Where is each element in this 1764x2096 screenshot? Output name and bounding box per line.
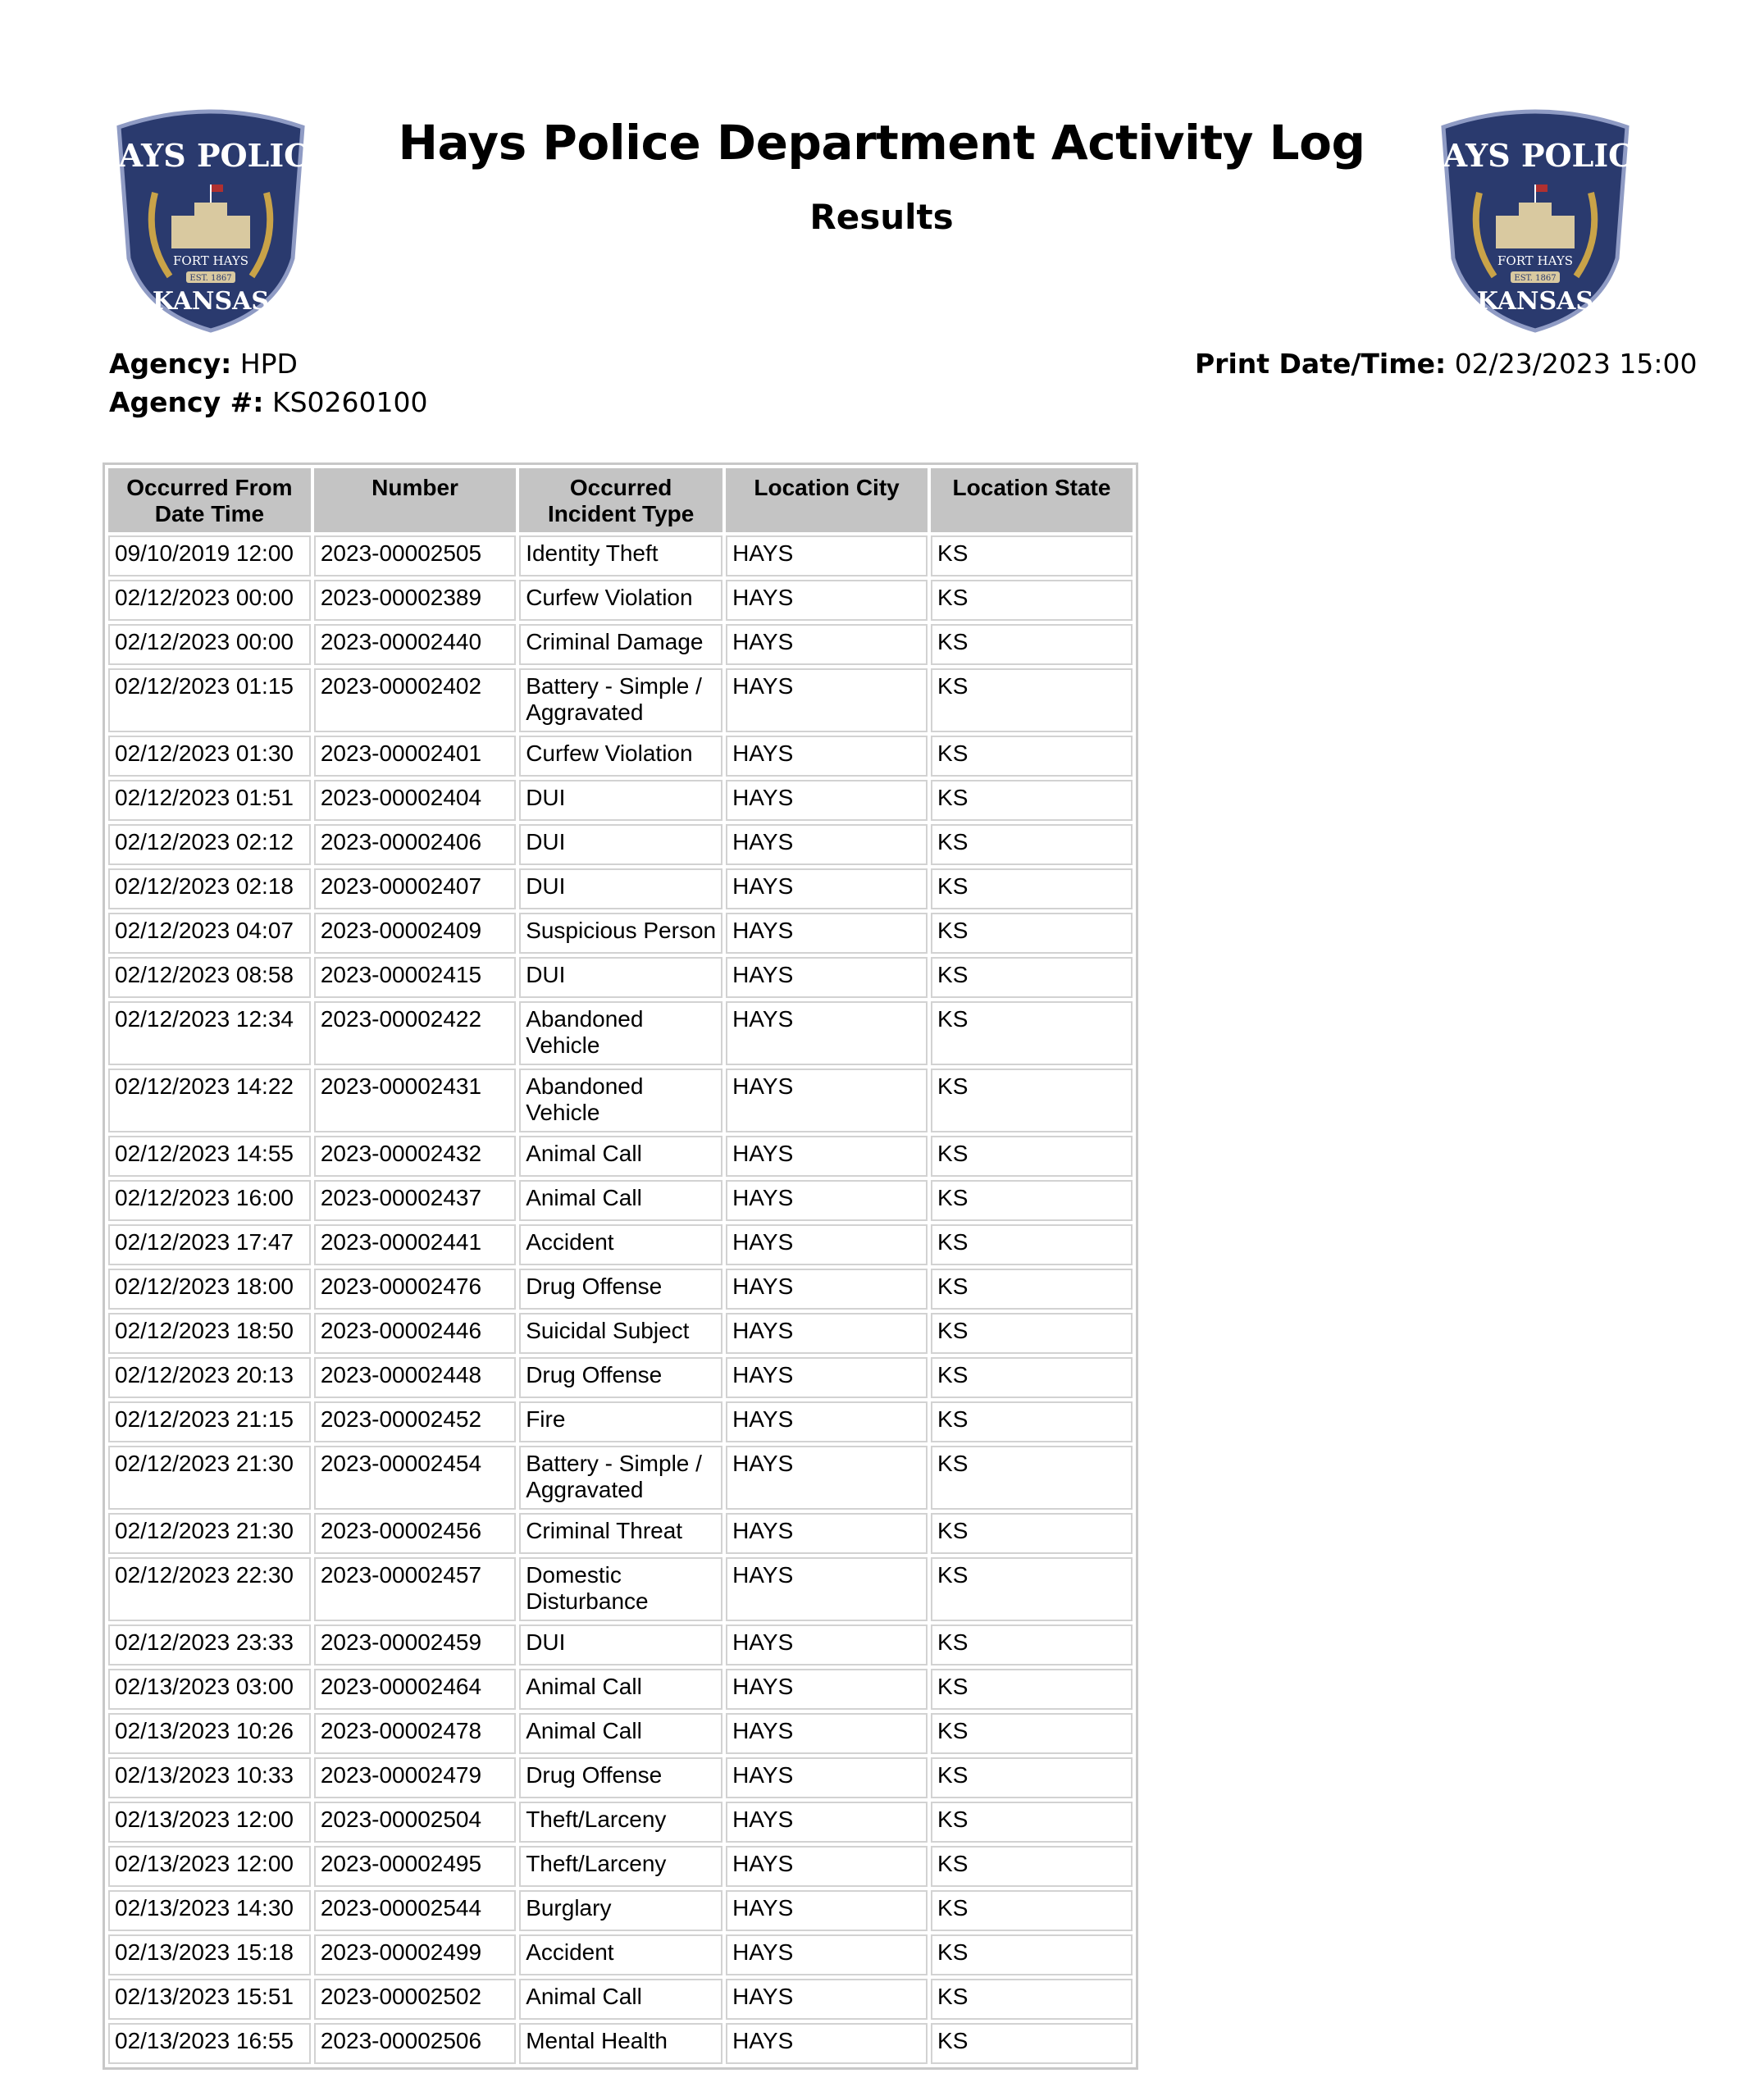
cell-location-city: HAYS: [726, 1513, 928, 1554]
cell-number: 2023-00002452: [314, 1401, 516, 1442]
cell-incident-type: Accident: [519, 1934, 722, 1975]
cell-location-city: HAYS: [726, 580, 928, 621]
cell-occurred-from: 02/12/2023 16:00: [108, 1180, 311, 1221]
cell-occurred-from: 02/12/2023 14:55: [108, 1136, 311, 1177]
cell-occurred-from: 02/12/2023 02:12: [108, 824, 311, 865]
table-row: [108, 780, 1133, 821]
table-row: [108, 1713, 1133, 1754]
cell-incident-type: Battery - Simple / Aggravated: [519, 1446, 722, 1510]
cell-location-state: KS: [931, 1269, 1133, 1310]
cell-incident-type: Animal Call: [519, 1669, 722, 1710]
cell-occurred-from: 02/13/2023 12:00: [108, 1802, 311, 1843]
svg-text:KANSAS: KANSAS: [1476, 287, 1594, 316]
cell-occurred-from: 02/12/2023 00:00: [108, 624, 311, 665]
cell-incident-type: Abandoned Vehicle: [519, 1001, 722, 1065]
cell-location-city: HAYS: [726, 1669, 928, 1710]
cell-incident-type: Domestic Disturbance: [519, 1557, 722, 1621]
cell-occurred-from: 02/12/2023 12:34: [108, 1001, 311, 1065]
cell-occurred-from: 02/13/2023 10:33: [108, 1757, 311, 1798]
cell-number: 2023-00002415: [314, 957, 516, 998]
svg-text:HAYS POLICE: HAYS POLICE: [89, 137, 333, 174]
cell-occurred-from: 02/12/2023 08:58: [108, 957, 311, 998]
cell-incident-type: Criminal Threat: [519, 1513, 722, 1554]
cell-location-state: KS: [931, 1979, 1133, 2020]
cell-number: 2023-00002502: [314, 1979, 516, 2020]
cell-location-state: KS: [931, 1669, 1133, 1710]
table-row: [108, 624, 1133, 665]
cell-occurred-from: 02/13/2023 10:26: [108, 1713, 311, 1754]
table-row: [108, 2023, 1133, 2064]
cell-occurred-from: 02/12/2023 01:15: [108, 668, 311, 732]
cell-location-city: HAYS: [726, 736, 928, 777]
table-row: [108, 824, 1133, 865]
cell-number: 2023-00002432: [314, 1136, 516, 1177]
column-header-occurred-from: Occurred From Date Time: [108, 468, 311, 532]
cell-number: 2023-00002404: [314, 780, 516, 821]
cell-location-city: HAYS: [726, 1846, 928, 1887]
cell-number: 2023-00002448: [314, 1357, 516, 1398]
cell-location-city: HAYS: [726, 1269, 928, 1310]
cell-occurred-from: 02/12/2023 01:30: [108, 736, 311, 777]
cell-location-city: HAYS: [726, 1890, 928, 1931]
cell-number: 2023-00002504: [314, 1802, 516, 1843]
table-row: [108, 668, 1133, 732]
cell-occurred-from: 02/12/2023 00:00: [108, 580, 311, 621]
cell-incident-type: Accident: [519, 1224, 722, 1265]
cell-incident-type: Suspicious Person: [519, 913, 722, 954]
cell-location-city: HAYS: [726, 957, 928, 998]
cell-number: 2023-00002464: [314, 1669, 516, 1710]
table-row: [108, 1934, 1133, 1975]
cell-location-state: KS: [931, 1713, 1133, 1754]
agency-line: [109, 348, 298, 380]
column-header-location-city: Location City: [726, 468, 928, 532]
cell-occurred-from: 02/12/2023 17:47: [108, 1224, 311, 1265]
cell-number: 2023-00002401: [314, 736, 516, 777]
cell-incident-type: Animal Call: [519, 1713, 722, 1754]
police-badge-logo-left: [89, 103, 333, 332]
cell-location-city: HAYS: [726, 1713, 928, 1754]
cell-location-state: KS: [931, 1557, 1133, 1621]
activity-log-table: [103, 462, 1138, 2070]
cell-location-state: KS: [931, 624, 1133, 665]
cell-incident-type: Drug Offense: [519, 1757, 722, 1798]
cell-location-state: KS: [931, 668, 1133, 732]
table-row: [108, 1513, 1133, 1554]
cell-location-state: KS: [931, 1446, 1133, 1510]
badge-icon: [1413, 103, 1657, 332]
police-badge-logo-right: [1413, 103, 1657, 332]
table-row: [108, 1846, 1133, 1887]
column-header-location-state: Location State: [931, 468, 1133, 532]
cell-incident-type: Battery - Simple / Aggravated: [519, 668, 722, 732]
cell-occurred-from: 02/12/2023 21:30: [108, 1513, 311, 1554]
cell-occurred-from: 02/12/2023 18:50: [108, 1313, 311, 1354]
cell-incident-type: Theft/Larceny: [519, 1802, 722, 1843]
cell-number: 2023-00002440: [314, 624, 516, 665]
cell-incident-type: DUI: [519, 957, 722, 998]
table-row: [108, 1069, 1133, 1132]
table-body: [108, 535, 1133, 2064]
cell-number: 2023-00002478: [314, 1713, 516, 1754]
cell-number: 2023-00002422: [314, 1001, 516, 1065]
table-row: [108, 1357, 1133, 1398]
svg-text:FORT HAYS: FORT HAYS: [173, 253, 248, 268]
cell-incident-type: Criminal Damage: [519, 624, 722, 665]
cell-location-state: KS: [931, 1757, 1133, 1798]
cell-occurred-from: 02/13/2023 16:55: [108, 2023, 311, 2064]
cell-incident-type: Mental Health: [519, 2023, 722, 2064]
table-row: [108, 580, 1133, 621]
cell-location-city: HAYS: [726, 1136, 928, 1177]
cell-number: 2023-00002476: [314, 1269, 516, 1310]
cell-occurred-from: 02/13/2023 14:30: [108, 1890, 311, 1931]
cell-occurred-from: 02/12/2023 23:33: [108, 1624, 311, 1665]
table-row: [108, 1802, 1133, 1843]
cell-location-state: KS: [931, 1069, 1133, 1132]
table-row: [108, 1136, 1133, 1177]
cell-incident-type: Drug Offense: [519, 1357, 722, 1398]
cell-location-state: KS: [931, 1001, 1133, 1065]
cell-location-city: HAYS: [726, 1180, 928, 1221]
cell-location-state: KS: [931, 1846, 1133, 1887]
cell-number: 2023-00002389: [314, 580, 516, 621]
cell-incident-type: Suicidal Subject: [519, 1313, 722, 1354]
agency-value: HPD: [239, 348, 298, 380]
cell-incident-type: Animal Call: [519, 1180, 722, 1221]
cell-number: 2023-00002506: [314, 2023, 516, 2064]
cell-incident-type: Animal Call: [519, 1979, 722, 2020]
cell-location-state: KS: [931, 1401, 1133, 1442]
table-row: [108, 1624, 1133, 1665]
cell-incident-type: Curfew Violation: [519, 580, 722, 621]
cell-incident-type: Fire: [519, 1401, 722, 1442]
cell-incident-type: Drug Offense: [519, 1269, 722, 1310]
cell-number: 2023-00002446: [314, 1313, 516, 1354]
svg-text:EST. 1867: EST. 1867: [1514, 274, 1557, 283]
cell-location-state: KS: [931, 868, 1133, 909]
table-row: [108, 957, 1133, 998]
page-title: Hays Police Department Activity Log: [398, 115, 1365, 171]
cell-location-city: HAYS: [726, 1934, 928, 1975]
cell-location-city: HAYS: [726, 1802, 928, 1843]
page-subtitle: Results: [809, 197, 954, 237]
cell-occurred-from: 02/12/2023 04:07: [108, 913, 311, 954]
svg-text:EST. 1867: EST. 1867: [189, 274, 232, 283]
table-row: [108, 1757, 1133, 1798]
cell-incident-type: DUI: [519, 1624, 722, 1665]
cell-location-city: HAYS: [726, 1757, 928, 1798]
cell-location-city: HAYS: [726, 1357, 928, 1398]
agency-number-label: Agency #:: [109, 386, 264, 418]
cell-location-state: KS: [931, 2023, 1133, 2064]
cell-location-state: KS: [931, 1934, 1133, 1975]
cell-number: 2023-00002407: [314, 868, 516, 909]
cell-number: 2023-00002544: [314, 1890, 516, 1931]
cell-location-city: HAYS: [726, 2023, 928, 2064]
cell-occurred-from: 02/12/2023 20:13: [108, 1357, 311, 1398]
cell-occurred-from: 02/12/2023 18:00: [108, 1269, 311, 1310]
cell-location-city: HAYS: [726, 1557, 928, 1621]
cell-number: 2023-00002437: [314, 1180, 516, 1221]
table-header-row: [108, 468, 1133, 532]
table-row: [108, 1401, 1133, 1442]
cell-number: 2023-00002456: [314, 1513, 516, 1554]
table-row: [108, 1313, 1133, 1354]
column-header-number: Number: [314, 468, 516, 532]
cell-occurred-from: 02/12/2023 02:18: [108, 868, 311, 909]
cell-location-state: KS: [931, 1313, 1133, 1354]
cell-number: 2023-00002441: [314, 1224, 516, 1265]
cell-occurred-from: 02/13/2023 15:18: [108, 1934, 311, 1975]
table-row: [108, 1446, 1133, 1510]
agency-number-value: KS0260100: [271, 386, 428, 418]
cell-location-state: KS: [931, 780, 1133, 821]
table-row: [108, 1180, 1133, 1221]
print-datetime-line: [1195, 348, 1697, 380]
cell-location-city: HAYS: [726, 780, 928, 821]
cell-number: 2023-00002402: [314, 668, 516, 732]
table-row: [108, 535, 1133, 576]
cell-location-city: HAYS: [726, 1446, 928, 1510]
cell-location-state: KS: [931, 1180, 1133, 1221]
svg-text:HAYS POLICE: HAYS POLICE: [1413, 137, 1657, 174]
cell-incident-type: DUI: [519, 824, 722, 865]
cell-location-city: HAYS: [726, 1001, 928, 1065]
cell-number: 2023-00002499: [314, 1934, 516, 1975]
cell-occurred-from: 02/13/2023 12:00: [108, 1846, 311, 1887]
cell-incident-type: DUI: [519, 868, 722, 909]
cell-incident-type: Curfew Violation: [519, 736, 722, 777]
cell-number: 2023-00002505: [314, 535, 516, 576]
table-row: [108, 913, 1133, 954]
table-row: [108, 1890, 1133, 1931]
cell-location-state: KS: [931, 1890, 1133, 1931]
print-datetime-label: Print Date/Time:: [1195, 348, 1447, 380]
cell-location-state: KS: [931, 1802, 1133, 1843]
cell-incident-type: Abandoned Vehicle: [519, 1069, 722, 1132]
cell-location-city: HAYS: [726, 535, 928, 576]
cell-location-city: HAYS: [726, 624, 928, 665]
cell-location-state: KS: [931, 736, 1133, 777]
table-row: [108, 1269, 1133, 1310]
cell-location-state: KS: [931, 535, 1133, 576]
cell-location-city: HAYS: [726, 913, 928, 954]
cell-occurred-from: 02/12/2023 22:30: [108, 1557, 311, 1621]
cell-occurred-from: 02/12/2023 14:22: [108, 1069, 311, 1132]
table-row: [108, 1557, 1133, 1621]
cell-number: 2023-00002457: [314, 1557, 516, 1621]
cell-location-state: KS: [931, 913, 1133, 954]
cell-number: 2023-00002479: [314, 1757, 516, 1798]
cell-incident-type: Identity Theft: [519, 535, 722, 576]
cell-location-city: HAYS: [726, 1979, 928, 2020]
cell-occurred-from: 09/10/2019 12:00: [108, 535, 311, 576]
cell-incident-type: Theft/Larceny: [519, 1846, 722, 1887]
agency-label: Agency:: [109, 348, 232, 380]
cell-number: 2023-00002459: [314, 1624, 516, 1665]
cell-location-state: KS: [931, 824, 1133, 865]
cell-location-city: HAYS: [726, 1224, 928, 1265]
svg-text:KANSAS: KANSAS: [152, 287, 270, 316]
cell-location-state: KS: [931, 957, 1133, 998]
column-header-incident-type: Occurred Incident Type: [519, 468, 722, 532]
cell-occurred-from: 02/12/2023 21:15: [108, 1401, 311, 1442]
cell-number: 2023-00002454: [314, 1446, 516, 1510]
cell-location-state: KS: [931, 580, 1133, 621]
table-row: [108, 1979, 1133, 2020]
cell-location-city: HAYS: [726, 1313, 928, 1354]
cell-location-state: KS: [931, 1136, 1133, 1177]
cell-location-city: HAYS: [726, 1069, 928, 1132]
table-row: [108, 1224, 1133, 1265]
cell-location-city: HAYS: [726, 1401, 928, 1442]
cell-occurred-from: 02/13/2023 03:00: [108, 1669, 311, 1710]
cell-number: 2023-00002495: [314, 1846, 516, 1887]
svg-text:FORT HAYS: FORT HAYS: [1497, 253, 1573, 268]
cell-occurred-from: 02/13/2023 15:51: [108, 1979, 311, 2020]
cell-incident-type: DUI: [519, 780, 722, 821]
cell-location-city: HAYS: [726, 1624, 928, 1665]
cell-location-state: KS: [931, 1624, 1133, 1665]
cell-incident-type: Burglary: [519, 1890, 722, 1931]
cell-location-city: HAYS: [726, 668, 928, 732]
table-row: [108, 868, 1133, 909]
table-row: [108, 1669, 1133, 1710]
cell-number: 2023-00002431: [314, 1069, 516, 1132]
cell-occurred-from: 02/12/2023 21:30: [108, 1446, 311, 1510]
cell-occurred-from: 02/12/2023 01:51: [108, 780, 311, 821]
cell-location-state: KS: [931, 1513, 1133, 1554]
cell-incident-type: Animal Call: [519, 1136, 722, 1177]
cell-number: 2023-00002409: [314, 913, 516, 954]
print-datetime-value: 02/23/2023 15:00: [1454, 348, 1698, 380]
cell-number: 2023-00002406: [314, 824, 516, 865]
cell-location-state: KS: [931, 1357, 1133, 1398]
table-row: [108, 736, 1133, 777]
table-row: [108, 1001, 1133, 1065]
cell-location-city: HAYS: [726, 868, 928, 909]
cell-location-city: HAYS: [726, 824, 928, 865]
badge-icon: [89, 103, 333, 332]
agency-number-line: [109, 386, 428, 418]
cell-location-state: KS: [931, 1224, 1133, 1265]
